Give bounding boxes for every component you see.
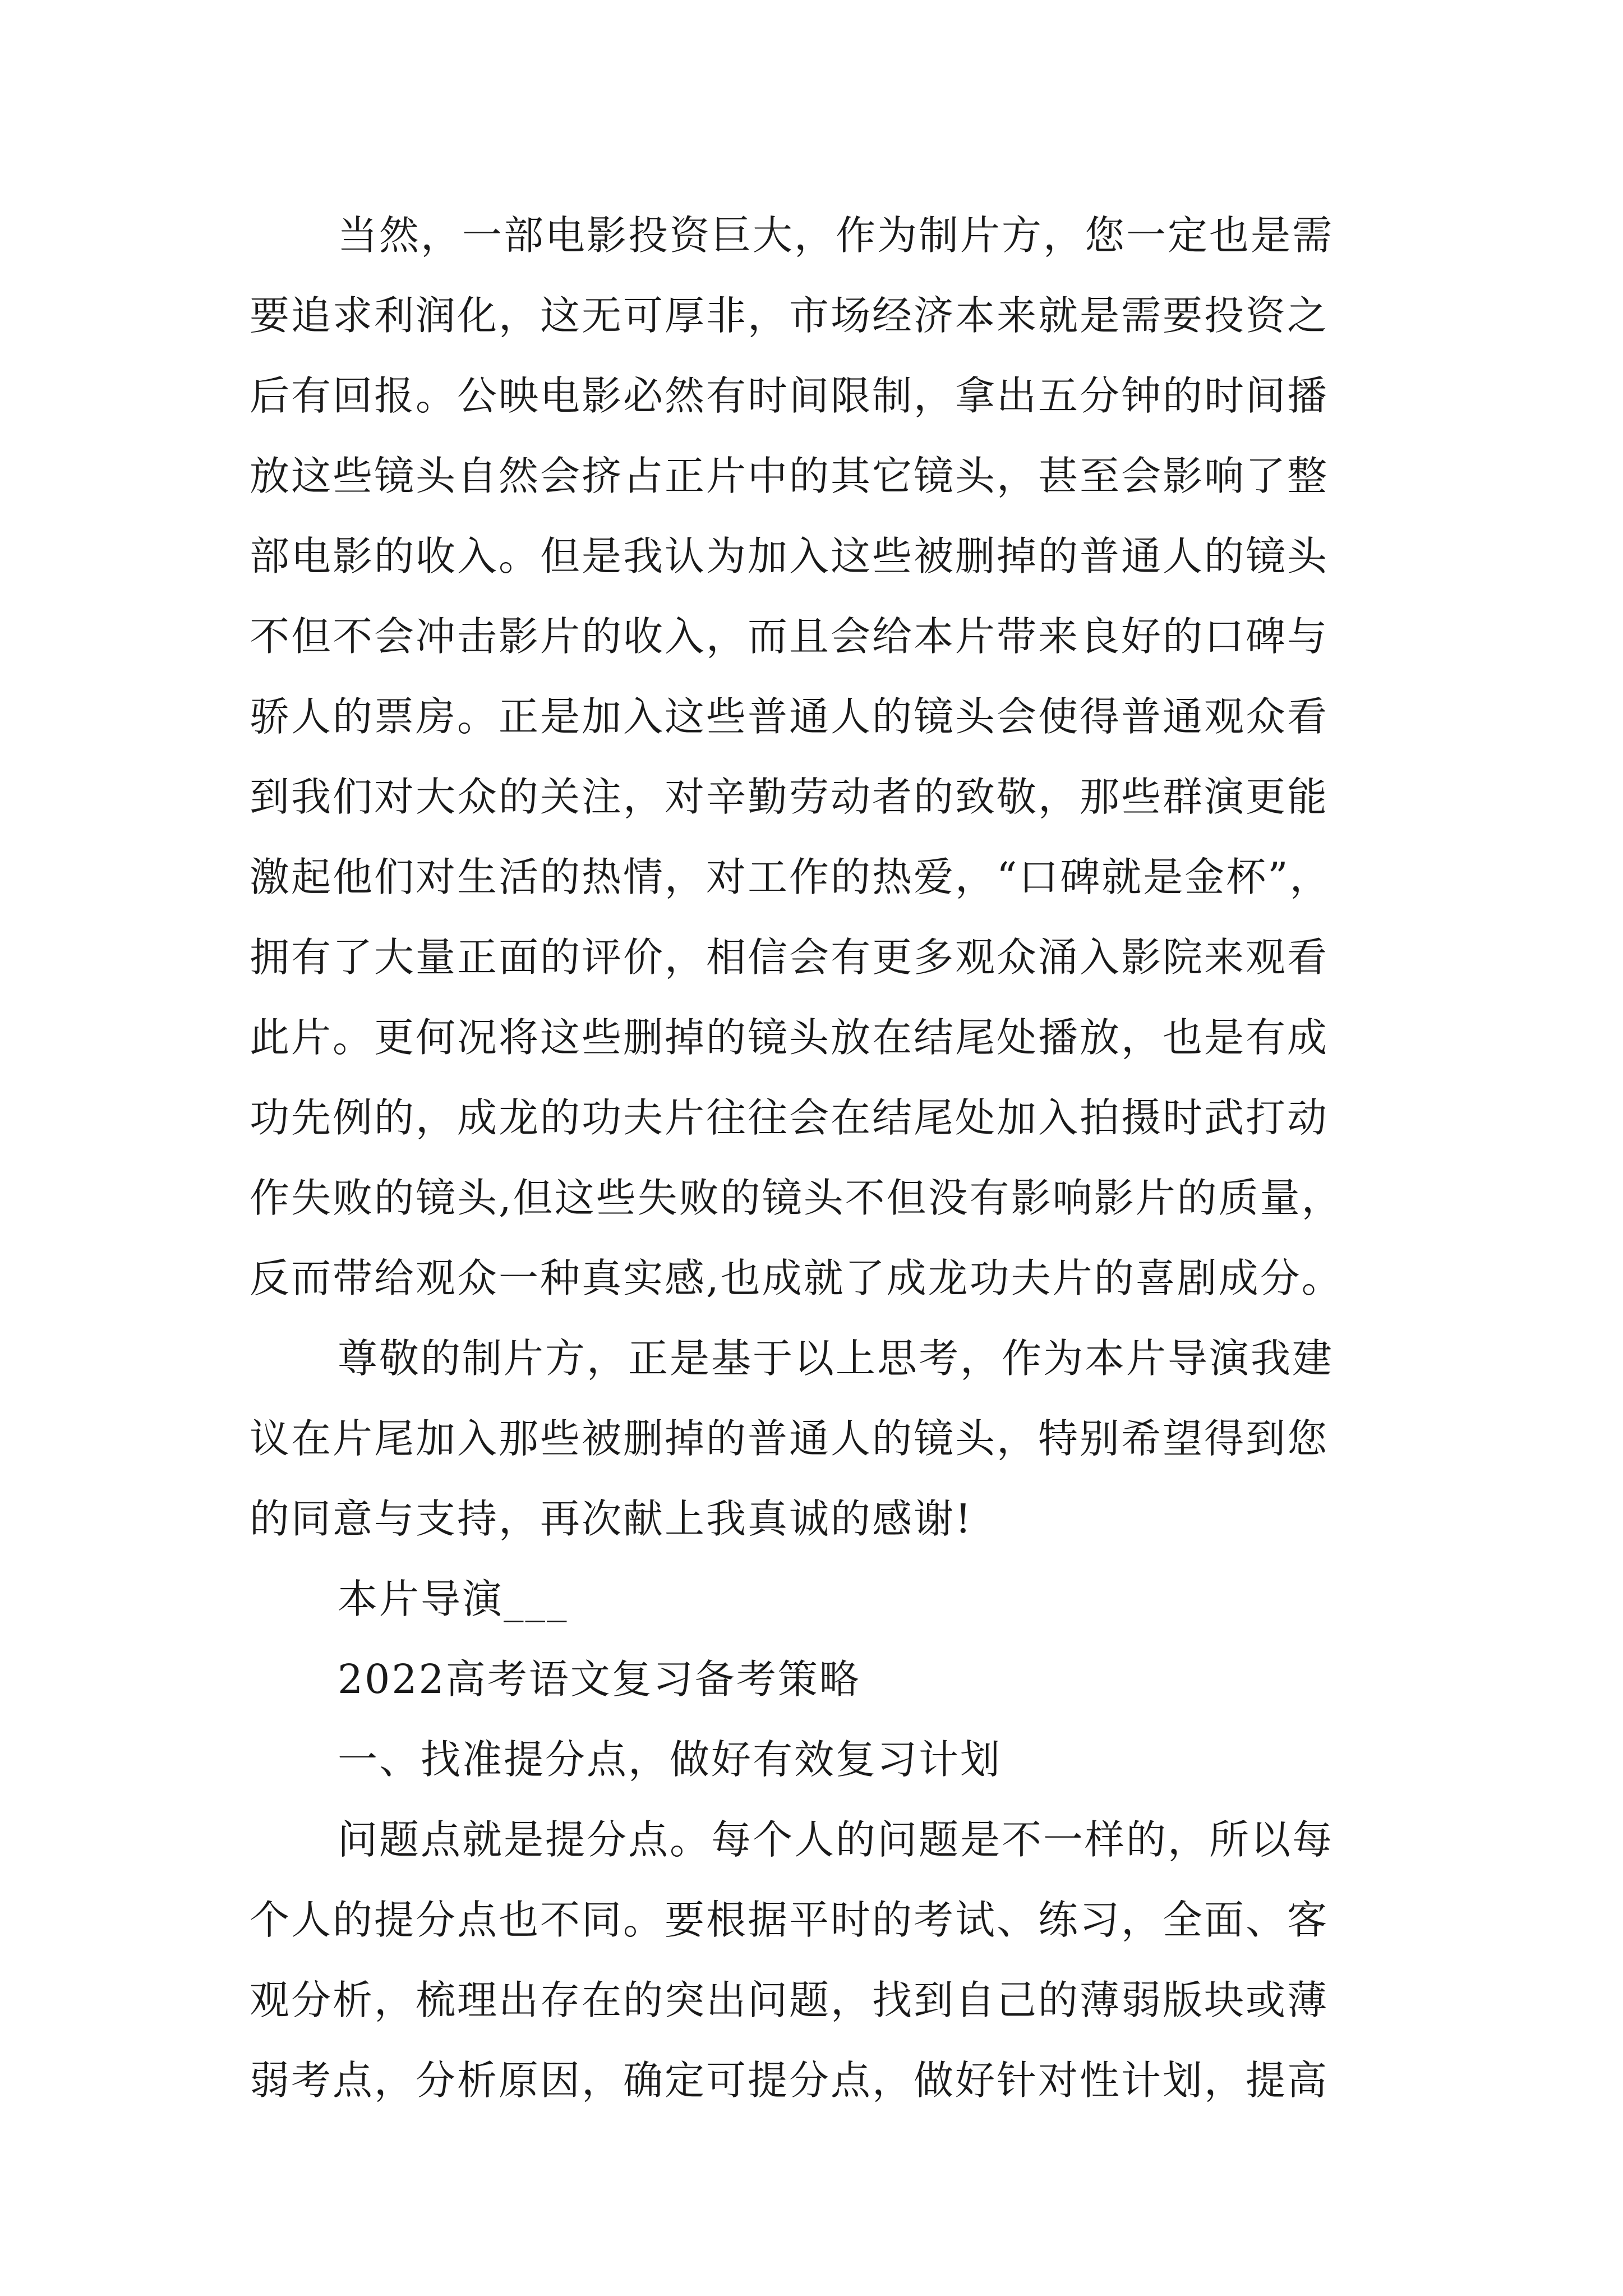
text-line: 部电影的收入。但是我认为加入这些被删掉的普通人的镜头	[250, 533, 1329, 579]
paragraph-film-profit-argument	[250, 195, 1377, 1318]
text-line: 弱考点，分析原因，确定可提分点，做好针对性计划，提高	[250, 2057, 1329, 2104]
text-line: 到我们对大众的关注，对辛勤劳动者的致敬，那些群演更能	[250, 774, 1329, 820]
section-title	[250, 1639, 1377, 1719]
section-heading	[250, 1719, 1377, 1800]
text-line: 的同意与支持，再次献上我真诚的感谢!	[250, 1496, 973, 1542]
text-line: 个人的提分点也不同。要根据平时的考试、练习，全面、客	[250, 1897, 1329, 1943]
text-line: 作失败的镜头,但这些失败的镜头不但没有影响影片的质量，	[250, 1175, 1343, 1221]
paragraph-closing-request	[250, 1318, 1377, 1559]
text-line: 后有回报。公映电影必然有时间限制，拿出五分钟的时间播	[250, 372, 1329, 419]
text-line: 本片导演___	[338, 1576, 569, 1622]
text-line: 当然，一部电影投资巨大，作为制片方，您一定也是需	[338, 212, 1334, 259]
text-line: 观分析，梳理出存在的突出问题，找到自己的薄弱版块或薄	[250, 1977, 1329, 2023]
text-line: 尊敬的制片方，正是基于以上思考，作为本片导演我建	[338, 1335, 1334, 1382]
text-line: 一、找准提分点，做好有效复习计划	[338, 1736, 1002, 1783]
text-line: 要追求利润化，这无可厚非，市场经济本来就是需要投资之	[250, 292, 1329, 339]
text-line: 骄人的票房。正是加入这些普通人的镜头会使得普通观众看	[250, 693, 1329, 740]
text-line: 激起他们对生活的热情，对工作的热爱，“口碑就是金杯”，	[250, 854, 1331, 900]
text-line: 反而带给观众一种真实感,也成就了成龙功夫片的喜剧成分。	[250, 1255, 1343, 1301]
text-line: 此片。更何况将这些删掉的镜头放在结尾处播放，也是有成	[250, 1014, 1329, 1061]
text-line: 议在片尾加入那些被删掉的普通人的镜头，特别希望得到您	[250, 1415, 1329, 1462]
document-body	[250, 195, 1377, 2120]
text-line: 不但不会冲击影片的收入，而且会给本片带来良好的口碑与	[250, 613, 1329, 660]
signature-line	[250, 1559, 1377, 1639]
paragraph-study-plan	[250, 1800, 1377, 2120]
text-line: 拥有了大量正面的评价，相信会有更多观众涌入影院来观看	[250, 934, 1329, 981]
text-line: 放这些镜头自然会挤占正片中的其它镜头，甚至会影响了整	[250, 453, 1329, 499]
text-line: 功先例的，成龙的功夫片往往会在结尾处加入拍摄时武打动	[250, 1094, 1329, 1141]
text-line: 2022高考语文复习备考策略	[338, 1656, 861, 1703]
text-line: 问题点就是提分点。每个人的问题是不一样的，所以每	[338, 1816, 1334, 1863]
